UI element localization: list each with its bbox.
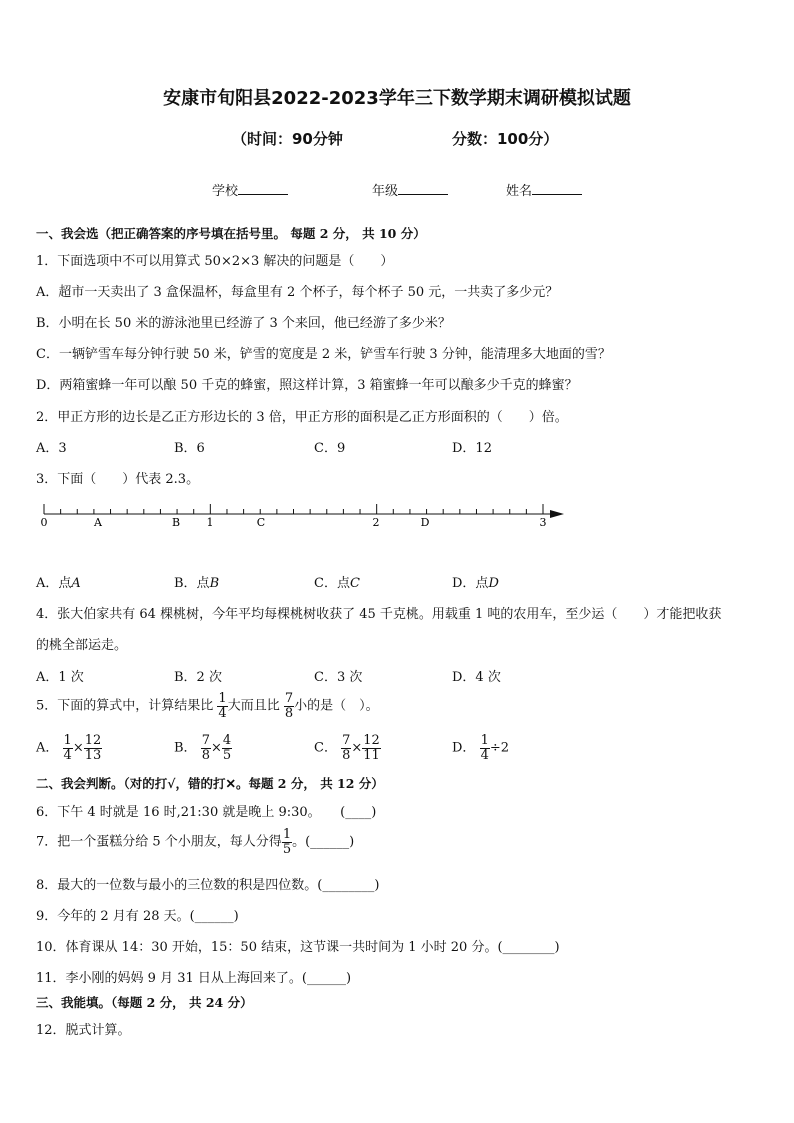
number-line-arrow [550,510,564,518]
q5-stem: 5．下面的算式中，计算结果比 $\frac{1}{4}$ 大而且比 $\frac{7}{8}$ 小的是（ ）。 [36,691,379,721]
grade-blank [398,180,448,195]
q5-option-c: C． $\frac{7}{8}$ × $\frac{12}{11}$ [314,733,380,763]
q5-option-d: D． $\frac{1}{4}$ ÷2 [452,733,510,763]
q2-stem: 2．甲正方形的边长是乙正方形边长的 3 倍，甲正方形的面积是乙正方形面积的（ ）倍。 [36,410,568,425]
section2-heading: 二、我会判断。（对的打√，错的打✕。每题 2 分， 共 12 分） [36,776,384,791]
q2-option-a: A．3 [36,441,67,456]
exam-time: （时间：90分钟 [232,130,343,148]
q6: 6．下午 4 时就是 16 时,21:30 就是晚上 9:30。 (____) [36,805,377,820]
q4-option-a: A．1 次 [36,670,84,685]
q4-stem-line1: 4．张大伯家共有 64 棵桃树，今年平均每棵桃树收获了 45 千克桃。用载重 1 吨的农用车，至少运（ ）才能把收获 [36,607,722,622]
fraction-one-fifth: $\frac{1}{5}$ [282,827,292,857]
exam-score: 分数：100分） [452,130,559,148]
label-point-d: D [420,516,430,529]
q1-option-c: C．一辆铲雪车每分钟行驶 50 米，铲雪的宽度是 2 米，铲雪车行驶 3 分钟，能清理多大地面的雪？ [36,347,611,362]
q3-stem: 3．下面（ ）代表 2.3。 [36,472,200,487]
fraction-seven-eighths: $\frac{7}{8}$ [284,691,294,721]
q2-option-b: B．6 [174,441,205,456]
name-field [506,180,582,199]
q3-option-d: D．点D [452,576,499,591]
school-blank [238,180,288,195]
label-point-a: A [94,516,102,529]
number-line [30,492,570,532]
q12: 12．脱式计算。 [36,1023,131,1038]
label-one: 1 [206,516,214,529]
q3-option-b: B．点B [174,576,220,591]
q3-option-a: A．点A [36,576,81,591]
grade-field [372,180,448,199]
label-point-b: B [171,516,181,529]
q4-option-b: B．2 次 [174,670,222,685]
q11: 11．李小刚的妈妈 9 月 31 日从上海回来了。(______) [36,971,352,986]
q8: 8．最大的一位数与最小的三位数的积是四位数。(________) [36,878,380,893]
q1-option-d: D．两箱蜜蜂一年可以酿 50 千克的蜂蜜，照这样计算，3 箱蜜蜂一年可以酿多少千克的蜂蜜？ [36,378,578,393]
q4-option-c: C．3 次 [314,670,363,685]
q5-option-b: B． $\frac{7}{8}$ × $\frac{4}{5}$ [174,733,232,763]
q1-option-a: A．超市一天卖出了 3 盒保温杯，每盒里有 2 个杯子，每个杯子 50 元，一共卖了多少元？ [36,285,559,300]
q5-option-a: A． $\frac{1}{4}$ × $\frac{12}{13}$ [36,733,102,763]
label-point-c: C [256,516,266,529]
q4-option-d: D．4 次 [452,670,501,685]
grade-label: 年级 [372,184,399,199]
section3-heading: 三、我能填。（每题 2 分， 共 24 分） [36,995,253,1010]
label-zero: 0 [40,516,48,529]
label-two: 2 [372,516,380,529]
name-label: 姓名 [506,184,533,199]
label-three: 3 [539,516,547,529]
school-label: 学校 [212,184,239,199]
q3-option-c: C．点C [314,576,360,591]
name-blank [532,180,582,195]
q9: 9．今年的 2 月有 28 天。(______) [36,909,239,924]
q2-option-d: D．12 [452,441,492,456]
q10: 10．体育课从 14：30 开始，15：50 结束，这节课一共时间为 1 小时 20 分。(________) [36,940,560,955]
fraction-one-quarter: $\frac{1}{4}$ [218,691,227,721]
q1-stem: 1．下面选项中不可以用算式 50×2×3 解决的问题是（ ） [36,254,394,269]
section1-heading: 一、我会选（把正确答案的序号填在括号里。 每题 2 分， 共 10 分） [36,226,426,241]
q2-option-c: C．9 [314,441,346,456]
q4-stem-line2: 的桃全部运走。 [36,638,128,653]
q7: 7．把一个蛋糕分给 5 个小朋友，每人分得 $\frac{1}{5}$ 。(______) [36,827,355,857]
school-field [212,180,288,199]
number-line-ticks [44,504,543,514]
page-title: 安康市旬阳县2022-2023学年三下数学期末调研模拟试题 [163,88,631,109]
q1-option-b: B．小明在长 50 米的游泳池里已经游了 3 个来回，他已经游了多少米？ [36,316,451,331]
